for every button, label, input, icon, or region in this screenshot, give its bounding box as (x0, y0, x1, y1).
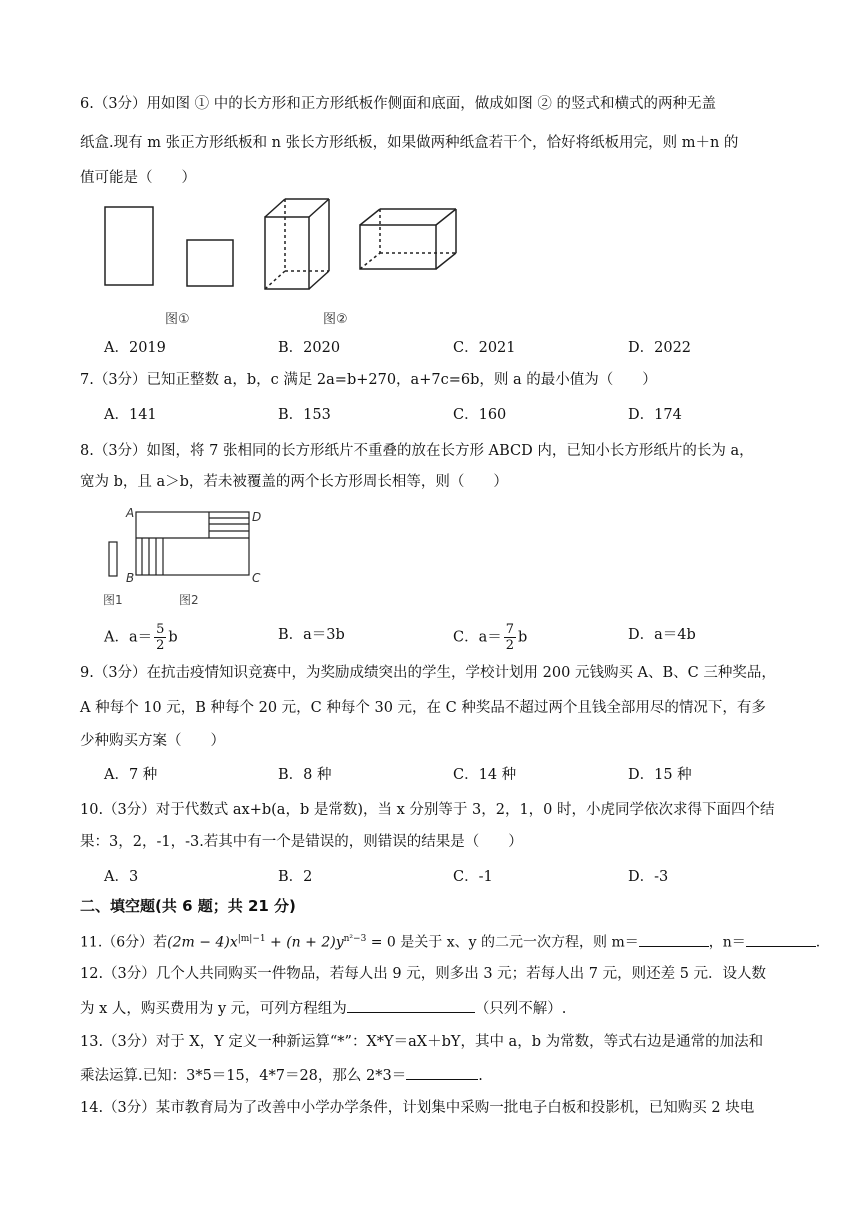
q12-line1: 12.（3分）几个人共同购买一件物品，若每人出 9 元，则多出 3 元；若每人出 7 元，则还差 5 元．设人数 (80, 966, 767, 982)
q7-option-b: B．153 (278, 407, 331, 423)
q9-line3: 少种购买方案（ ） (80, 733, 225, 749)
q13-answer-blank[interactable] (406, 1063, 478, 1080)
fig1-label: 图1 (103, 593, 123, 607)
q9-option-a: A．7 种 (104, 767, 158, 783)
q9-line2: A 种每个 10 元，B 种每个 20 元，C 种每个 30 元，在 C 种奖品不超过两个且钱全部用尽的情况下，有多 (80, 700, 766, 716)
fig1-label: 图① (165, 312, 190, 327)
q8-line2: 宽为 b，且 a＞b，若未被覆盖的两个长方形周长相等，则（ ） (80, 474, 508, 490)
q13-line2: 乘法运算.已知：3*5＝15，4*7＝28，那么 2*3＝ . (80, 1063, 810, 1087)
section-title: 二、填空题(共 6 题；共 21 分) (80, 897, 296, 915)
vertical-box (265, 199, 329, 289)
label-a: A (126, 506, 135, 520)
q10-line2: 果：3，2，-1，-3.若其中有一个是错误的，则错误的结果是（ ） (80, 834, 523, 850)
q9-option-c: C．14 种 (453, 767, 517, 783)
label-c: C (252, 571, 261, 585)
q9-option-d: D．15 种 (628, 767, 692, 783)
q8-option-a: A．a＝ $\frac{5}{2}$ b (104, 622, 178, 653)
q11-answer-n-blank[interactable] (746, 930, 816, 947)
q10-line1: 10.（3分）对于代数式 ax+b(a，b 是常数)，当 x 分别等于 3，2，1，0 时，小虎同学依次求得下面四个结 (80, 802, 775, 818)
q10-option-a: A．3 (104, 869, 139, 885)
q6-option-c: C．2021 (453, 340, 516, 356)
q9-line1: 9.（3分）在抗击疫情知识竞赛中，为奖励成绩突出的学生，学校计划用 200 元钱购买 A、B、C 三种奖品， (80, 665, 776, 681)
q7-line1: 7.（3分）已知正整数 a，b，c 满足 2a=b+270，a+7c=6b，则 a 的最小值为（ ） (80, 372, 657, 388)
label-d: D (252, 510, 262, 524)
q6-line2: 纸盒.现有 m 张正方形纸板和 n 张长方形纸板，如果做两种纸盒若干个，恰好将纸板用完，则 m＋n 的 (80, 135, 739, 151)
q14-line1: 14.（3分）某市教育局为了改善中小学办学条件，计划集中采购一批电子白板和投影机，已知购买 2 块电 (80, 1100, 755, 1116)
q13-line1: 13.（3分）对于 X，Y 定义一种新运算“*”：X*Y＝aX＋bY，其中 a，b 为常数，等式右边是通常的加法和 (80, 1034, 764, 1050)
q6-line3: 值可能是（ ） (80, 170, 196, 186)
q7-option-a: A．141 (104, 407, 157, 423)
q10-option-c: C．-1 (453, 869, 493, 885)
q8-figure (95, 500, 275, 612)
q9-option-b: B．8 种 (278, 767, 332, 783)
q7-option-c: C．160 (453, 407, 507, 423)
q6-figure (95, 195, 475, 335)
q6-option-d: D．2022 (628, 340, 692, 356)
q7-option-d: D．174 (628, 407, 682, 423)
q6-option-b: B．2020 (278, 340, 341, 356)
small-rectangle (109, 542, 117, 576)
q8-option-c: C．a＝ $\frac{7}{2}$ b (453, 622, 528, 653)
label-b: B (126, 571, 135, 585)
q10-option-b: B．2 (278, 869, 313, 885)
q11-answer-m-blank[interactable] (639, 930, 709, 947)
rectangle-board (105, 207, 153, 285)
fig2-label: 图2 (179, 593, 199, 607)
fig2-label: 图② (323, 312, 348, 327)
horizontal-box (360, 209, 456, 269)
q6-option-a: A．2019 (104, 340, 166, 356)
q12-line2: 为 x 人，购买费用为 y 元，可列方程组为 （只列不解）. (80, 996, 810, 1020)
q10-option-d: D．-3 (628, 869, 669, 885)
q6-line1: 6.（3分）用如图 ① 中的长方形和正方形纸板作侧面和底面，做成如图 ② 的竖式和横式的两种无盖 (80, 96, 716, 112)
q11-line: 11.（6分）若$(2m - 4)x^{|m|-1} + (n + 2)y^{n^2-3} = 0$ 是关于 x、y 的二元一次方程，则 m＝ ，n＝ . (80, 928, 810, 954)
rectangle-abcd (136, 512, 249, 575)
q8-option-b: B．a＝3b (278, 627, 345, 643)
q8-line1: 8.（3分）如图，将 7 张相同的长方形纸片不重叠的放在长方形 ABCD 内，已知小长方形纸片的长为 a， (80, 443, 754, 459)
q8-option-d: D．a＝4b (628, 627, 696, 643)
square-board (187, 240, 233, 286)
q12-answer-blank[interactable] (347, 996, 475, 1013)
